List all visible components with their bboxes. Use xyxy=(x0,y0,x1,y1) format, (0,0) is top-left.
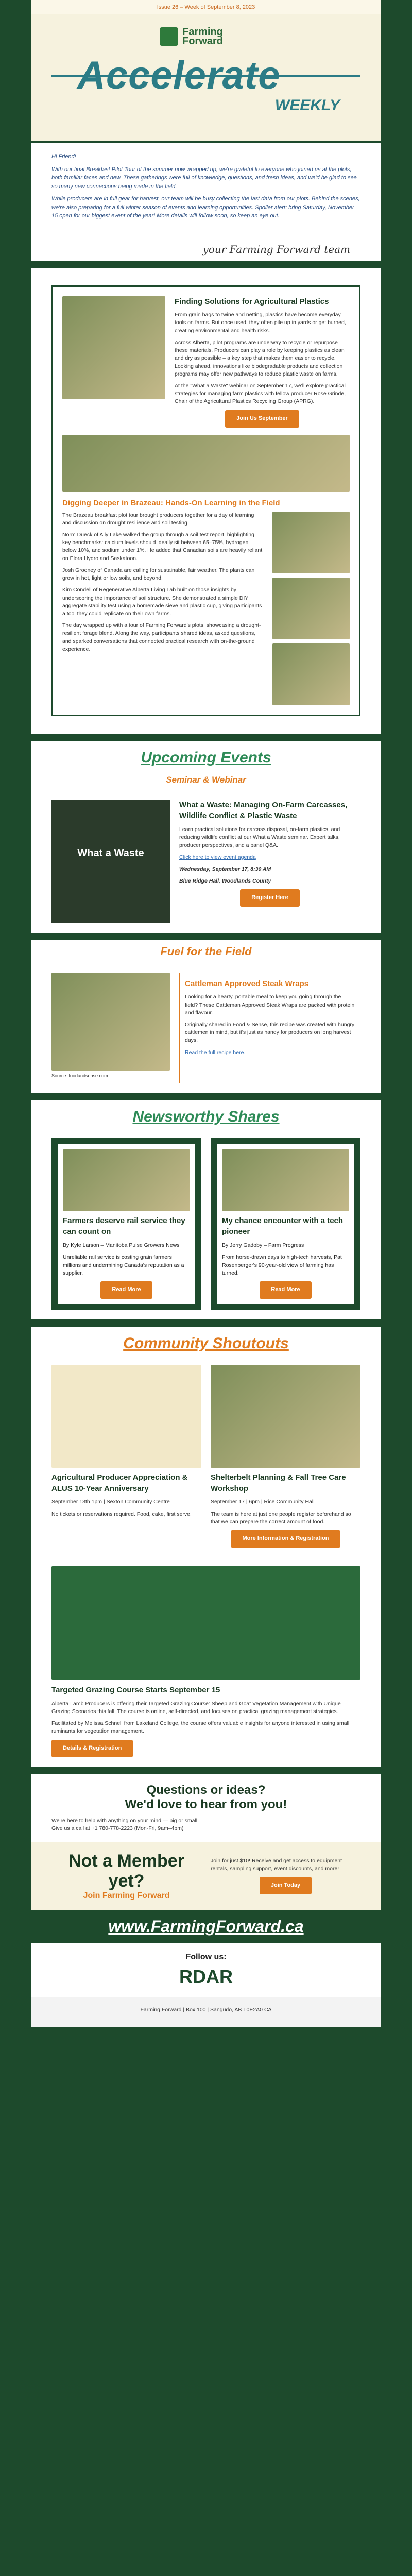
recipe-image xyxy=(52,973,170,1071)
brazeau-p3: Josh Grooney of Canada are calling for sustainable, fair weather. The plants can grow in hot, light or low soils, and beyond. xyxy=(62,567,255,582)
brazeau-photo-1 xyxy=(272,512,350,573)
brazeau-p1: The Brazeau breakfast plot tour brought producers together for a day of learning and discussion on drought resilience and soil testing. xyxy=(62,512,254,526)
news-image-1 xyxy=(63,1149,190,1211)
brazeau-photo-2 xyxy=(272,578,350,639)
news-cards xyxy=(31,1129,381,1319)
recipe-p2: Originally shared in Food & Sense, this recipe was created with hungry cattlemen in mind, but it's just as handy for producers on long harvest days. xyxy=(185,1022,355,1044)
brazeau-photo-3 xyxy=(272,643,350,705)
news-title-1: Farmers deserve rail service they can count on xyxy=(63,1216,185,1236)
hero-subtitle: WEEKLY xyxy=(274,97,340,114)
shelterbelt-title: Shelterbelt Planning & Fall Tree Care Workshop xyxy=(211,1472,346,1493)
divider xyxy=(31,734,381,741)
issue-bar: Issue 26 – Week of September 8, 2023 xyxy=(31,0,381,14)
signature: your Farming Forward team xyxy=(202,243,350,256)
articles-section xyxy=(31,268,381,734)
hero-banner xyxy=(31,14,381,143)
recipe-card xyxy=(31,963,381,1093)
grazing-p2: Facilitated by Melissa Schnell from Lakeland College, the course offers valuable insights for anyone interested in using small ruminants for vegetation management. xyxy=(52,1720,350,1735)
news-heading: Newsworthy Shares xyxy=(132,1108,280,1125)
logo-line2: Forward xyxy=(182,36,223,47)
intro-p1: With our final Breakfast Pilot Tour of the summer now wrapped up, we're grateful to everyone who joined us at the plots, both familiar faces and new. These gatherings were full of knowledge, questions, and fresh ideas, and we'd be glad to see so many new connections being made in the field. xyxy=(52,166,357,190)
news-card-1 xyxy=(52,1138,201,1310)
event-title: What a Waste: Managing On-Farm Carcasses, Wildlife Conflict & Plastic Waste xyxy=(179,800,348,821)
register-button[interactable]: Register Here xyxy=(240,889,300,907)
website-link[interactable]: www.FarmingForward.ca xyxy=(108,1917,304,1936)
shelterbelt-desc: The team is here at just one people register beforehand so that we can prepare the correct amount of food. xyxy=(211,1511,351,1525)
questions-sub: We'd love to hear from you! xyxy=(125,1797,287,1811)
brand-logo[interactable] xyxy=(160,27,223,46)
news-byline-2: By Jerry Gadoby – Farm Progress xyxy=(222,1242,304,1249)
brazeau-p5: The day wrapped up with a tour of Farming Forward's plots, showcasing a drought-resilient forage blend. Along the way, participants shared ideas, asked questions, and sparked conversations that connected practical research with on-the-ground experience. xyxy=(62,622,261,652)
recipe-p1: Looking for a hearty, portable meal to keep you going through the field? These Cattleman Approved Steak Wraps are packed with protein and flavour. xyxy=(185,994,355,1016)
events-heading: Upcoming Events xyxy=(141,749,271,766)
grazing-poster xyxy=(52,1566,360,1680)
follow-label: Follow us: xyxy=(185,1953,227,1962)
event-card xyxy=(31,790,381,933)
event-poster: What a Waste xyxy=(52,800,170,923)
website-banner[interactable] xyxy=(31,1910,381,1943)
grazing-card xyxy=(31,1557,381,1767)
alus-title: Agricultural Producer Appreciation & ALUS 10-Year Anniversary xyxy=(52,1472,188,1493)
alus-date: September 13th 1pm | Sexton Community Centre xyxy=(52,1499,170,1505)
news-image-2 xyxy=(222,1149,349,1211)
hero-title: Accelerate xyxy=(77,54,281,97)
grazing-title: Targeted Grazing Course Starts September 15 xyxy=(52,1686,220,1695)
plastics-p1: From grain bags to twine and netting, plastics have become everyday tools on farms. But once used, they often pile up in yards or get burned, creating environmental and health risks. xyxy=(175,312,346,334)
recipe-title: Cattleman Approved Steak Wraps xyxy=(185,979,309,988)
event-where: Blue Ridge Hall, Woodlands County xyxy=(179,878,271,885)
grazing-details-button[interactable]: Details & Registration xyxy=(52,1740,133,1757)
newsletter xyxy=(31,0,381,2027)
divider xyxy=(31,1767,381,1774)
join-button[interactable]: Join Us September xyxy=(225,410,299,428)
divider xyxy=(31,1319,381,1327)
intro-p2: While producers are in full gear for harvest, our team will be busy collecting the last data from our plots. Behind the scenes, we're also preparing for a full winter season of events and learning opportunities. Spoiler alert: bring Saturday, November 15 open for our biggest event of the year! More details will follow soon, so keep an eye out. xyxy=(52,196,360,219)
logo-line1: Farming xyxy=(182,26,223,38)
grazing-p1: Alberta Lamb Producers is offering their Targeted Grazing Course: Sheep and Goat Vegetation Management with Unique Grazing Scenarios this fall. The course is online, self-directed, and focuses on practical grazing management strategies. xyxy=(52,1700,341,1715)
news-title-2: My chance encounter with a tech pioneer xyxy=(222,1216,344,1236)
brazeau-p2: Norm Dueck of Ally Lake walked the group through a soil test report, highlighting key benchmarks: calcium levels should ideally sit between 65–75%, hydrogen below 10%, and sodium under 1%. He added that Canadian soils are heavily reliant on Elora Hydro and Saskatoon. xyxy=(62,532,263,562)
plastics-title: Finding Solutions for Agricultural Plastics xyxy=(175,297,329,306)
member-heading: Not a Member yet? xyxy=(68,1851,184,1891)
rdar-logo: RDAR xyxy=(179,1966,233,1988)
event-desc: Learn practical solutions for carcass disposal, on-farm plastics, and reducing wildlife conflict at our What a Waste seminar. Expert talks, producer perspectives, and a panel Q&A. xyxy=(179,826,340,849)
brazeau-title: Digging Deeper in Brazeau: Hands-On Learning in the Field xyxy=(62,498,280,507)
read-more-button-1[interactable]: Read More xyxy=(100,1281,152,1299)
questions-p2: Give us a call at +1 780-778-2223 (Mon-Fri, 9am–4pm) xyxy=(52,1825,184,1832)
plastics-p3: At the "What a Waste" webinar on September 17, we'll explore practical strategies for managing farm plastics with fellow producer Rose Grinde, Chair of the Agricultural Plastics Recycling Group (APRG). xyxy=(175,383,346,405)
questions-p1: We're here to help with anything on your mind — big or small. xyxy=(52,1817,199,1824)
plastics-image xyxy=(62,296,165,399)
alus-poster xyxy=(52,1365,201,1468)
brazeau-p4: Kim Condell of Regenerative Alberta Living Lab built on those insights by underscoring the importance of soil structure. She demonstrated a simple DIY aggregate stability test using a homemade sieve and plastic cup, giving participants a tool they could replicate on their own farms. xyxy=(62,587,262,617)
shoutout-cards xyxy=(31,1355,381,1557)
recipe-link[interactable]: Read the full recipe here. xyxy=(185,1049,246,1056)
divider xyxy=(31,933,381,940)
questions-section xyxy=(31,1774,381,1842)
recipe-source: Source: foodandsense.com xyxy=(52,1073,108,1078)
greeting: Hi Friend! xyxy=(52,154,76,160)
plastics-p2: Across Alberta, pilot programs are underway to recycle or repurpose these materials. Producers can play a role by keeping plastics as clean and dry as possible – a key step that makes them easier to recycle. Looking ahead, innovations like biodegradable products and collection programs may offer new pathways to reduce plastic waste on farms. xyxy=(175,339,345,377)
read-more-button-2[interactable]: Read More xyxy=(260,1281,311,1299)
news-desc-1: Unreliable rail service is costing grain farmers millions and undermining Canada's reputation as a supplier. xyxy=(63,1254,184,1276)
shelterbelt-poster xyxy=(211,1365,360,1468)
membership-section xyxy=(31,1842,381,1910)
join-link[interactable]: Join Farming Forward xyxy=(83,1891,170,1901)
divider xyxy=(31,1093,381,1100)
fuel-heading: Fuel for the Field xyxy=(160,944,252,958)
footer-address: Farming Forward | Box 100 | Sangudo, AB T0E2A0 CA xyxy=(140,2007,272,2013)
agenda-link[interactable]: Click here to view event agenda xyxy=(179,854,256,860)
events-sub: Seminar & Webinar xyxy=(166,774,246,785)
follow-section xyxy=(31,1943,381,1997)
event-when: Wednesday, September 17, 8:30 AM xyxy=(179,866,271,872)
more-info-button[interactable]: More Information & Registration xyxy=(231,1530,340,1548)
field-image xyxy=(62,435,350,492)
logo-icon xyxy=(160,27,178,46)
shoutouts-heading: Community Shoutouts xyxy=(123,1334,289,1352)
intro-letter xyxy=(31,143,381,234)
member-desc: Join for just $10! Receive and get access to equipment rentals, sampling support, event discounts, and more! xyxy=(211,1857,342,1872)
alus-desc: No tickets or reservations required. Food, cake, first serve. xyxy=(52,1511,192,1517)
shelterbelt-date: September 17 | 6pm | Rice Community Hall xyxy=(211,1499,315,1505)
questions-heading: Questions or ideas? xyxy=(146,1783,266,1797)
divider xyxy=(31,261,381,268)
news-desc-2: From horse-drawn days to high-tech harvests, Pat Rosenberger's 90-year-old view of farming has turned. xyxy=(222,1254,342,1276)
join-today-button[interactable]: Join Today xyxy=(260,1877,312,1894)
news-card-2 xyxy=(211,1138,360,1310)
news-byline-1: By Kyle Larson – Manitoba Pulse Growers News xyxy=(63,1242,180,1249)
footer xyxy=(31,1997,381,2027)
